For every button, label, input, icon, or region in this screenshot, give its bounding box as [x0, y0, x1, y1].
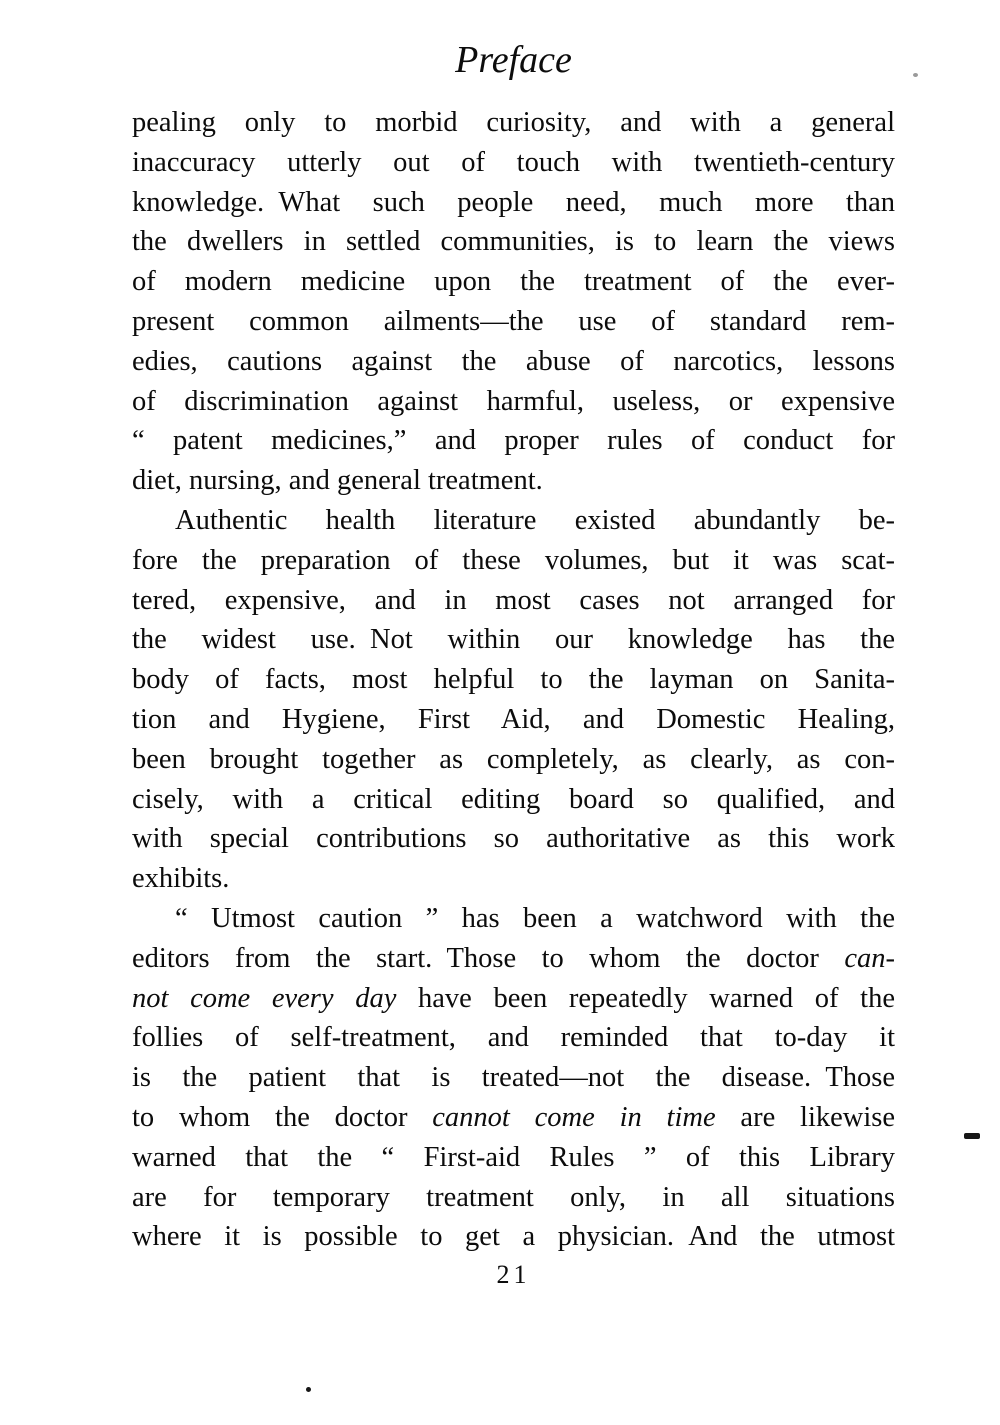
- scan-mark-dash-right-edge: [964, 1133, 980, 1139]
- text-run: are likewise: [715, 1101, 895, 1133]
- text-line: [132, 103, 895, 143]
- text-run: “ patent medicines,” and proper rules of conduct for: [132, 425, 895, 457]
- text-run: to whom the doctor: [132, 1101, 433, 1133]
- text-run: with special contributions so authoritative as this work: [132, 823, 895, 855]
- text-line: [132, 1138, 895, 1178]
- italic-run: can-: [844, 942, 895, 974]
- italic-run: not come every day: [132, 982, 397, 1014]
- text-line: [132, 979, 895, 1019]
- text-line: [132, 421, 895, 461]
- text-line: [132, 899, 895, 939]
- text-line: [132, 1098, 895, 1138]
- text-run: Authentic health literature existed abundantly be-: [175, 504, 895, 536]
- text-line: [132, 819, 895, 859]
- text-line: [132, 939, 895, 979]
- text-run: is the patient that is treated—not the disease. Those: [132, 1062, 895, 1094]
- text-run: edies, cautions against the abuse of narcotics, lessons: [132, 345, 895, 377]
- text-line: [132, 859, 895, 899]
- text-run: of modern medicine upon the treatment of the ever-: [132, 266, 895, 298]
- scan-speck-right-of-title: [913, 73, 918, 77]
- page-title: Preface: [455, 39, 572, 81]
- text-line: [132, 501, 895, 541]
- italic-run: cannot come in time: [432, 1101, 716, 1133]
- text-run: the dwellers in settled communities, is to learn the views: [132, 226, 895, 258]
- text-run: body of facts, most helpful to the layman on Sanita-: [132, 664, 895, 696]
- text-run: diet, nursing, and general treatment.: [132, 465, 543, 497]
- text-line: [132, 541, 895, 581]
- text-line: [132, 1058, 895, 1098]
- text-line: [132, 262, 895, 302]
- text-run: tered, expensive, and in most cases not arranged for: [132, 584, 895, 616]
- text-line: [132, 700, 895, 740]
- text-run: where it is possible to get a physician. And the utmost: [132, 1221, 895, 1253]
- scan-speck-bottom: [306, 1387, 311, 1392]
- text-run: fore the preparation of these volumes, but it was scat-: [132, 544, 895, 576]
- body-text: [132, 103, 895, 1257]
- text-line: [132, 382, 895, 422]
- text-line: [132, 660, 895, 700]
- text-run: been brought together as completely, as clearly, as con-: [132, 743, 895, 775]
- text-line: [132, 342, 895, 382]
- text-run: follies of self-treatment, and reminded that to-day it: [132, 1022, 895, 1054]
- text-run: present common ailments—the use of standard rem-: [132, 305, 895, 337]
- text-line: [132, 581, 895, 621]
- text-run: inaccuracy utterly out of touch with twentieth-century: [132, 146, 895, 178]
- text-line: [132, 461, 895, 501]
- text-line: [132, 302, 895, 342]
- text-line: [132, 143, 895, 183]
- text-run: pealing only to morbid curiosity, and with a general: [132, 107, 895, 138]
- text-line: [132, 620, 895, 660]
- text-run: exhibits.: [132, 863, 230, 895]
- text-run: editors from the start. Those to whom the doctor: [132, 942, 845, 974]
- text-run: knowledge. What such people need, much more than: [132, 186, 895, 218]
- text-line: [132, 183, 895, 223]
- text-line: [132, 222, 895, 262]
- text-run: have been repeatedly warned of the: [396, 982, 895, 1014]
- page-number: 21: [496, 1260, 531, 1289]
- text-run: tion and Hygiene, First Aid, and Domestic Healing,: [132, 703, 895, 735]
- text-line: [132, 740, 895, 780]
- text-run: of discrimination against harmful, useless, or expensive: [132, 385, 895, 417]
- text-run: “ Utmost caution ” has been a watchword with the: [175, 902, 895, 934]
- text-line: [132, 780, 895, 820]
- text-run: warned that the “ First-aid Rules ” of this Library: [132, 1141, 895, 1173]
- text-line: [132, 1178, 895, 1218]
- text-run: the widest use. Not within our knowledge has the: [132, 624, 895, 656]
- text-run: are for temporary treatment only, in all situations: [132, 1181, 895, 1213]
- text-line: [132, 1018, 895, 1058]
- text-line: [132, 1217, 895, 1257]
- text-run: cisely, with a critical editing board so qualified, and: [132, 783, 895, 815]
